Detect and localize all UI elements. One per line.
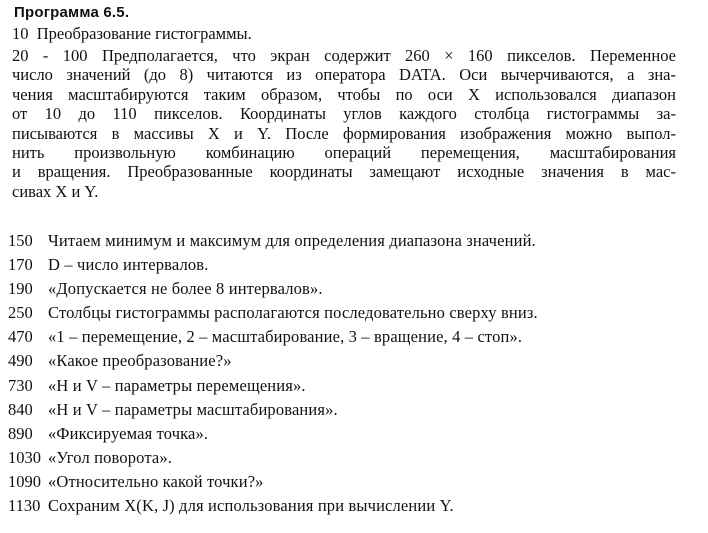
line-number: 470 [8, 327, 33, 347]
paragraph-line: писываются в массивы X и Y. После формирования изображения можно выпол- [12, 123, 676, 143]
line-number: 1090 [8, 471, 41, 491]
line-note: «Допускается не более 8 интервалов». [48, 279, 323, 299]
line-note: «1 – перемещение, 2 – масштабирование, 3 – вращение, 4 – стоп». [48, 327, 523, 347]
line-20-number: 20 - 100 [12, 46, 88, 65]
line-number: 190 [8, 279, 33, 299]
line-number: 1130 [8, 496, 41, 516]
paragraph-line: сивах X и Y. [12, 181, 99, 201]
paragraph-line [12, 46, 676, 65]
list-item [8, 374, 538, 398]
line-note: «Относительно какой точки?» [48, 471, 264, 491]
paragraph-line: чения масштабируются таким образом, чтобы по оси X использовался диапазон [12, 84, 676, 104]
line-note: «H и V – параметры масштабирования». [48, 399, 338, 419]
line-number: 490 [8, 351, 33, 371]
paragraph-line: от 10 до 110 пикселов. Координаты углов каждого столбца гистограммы за- [12, 104, 676, 124]
line-note: «Какое преобразование?» [48, 351, 232, 371]
list-item [8, 301, 538, 325]
list-item [8, 398, 538, 422]
list-item [8, 422, 538, 446]
line-note: Читаем минимум и максимум для определения диапазона значений. [48, 231, 536, 250]
list-item [8, 470, 538, 494]
line-note: «Фиксируемая точка». [48, 423, 209, 443]
line-10 [12, 24, 252, 44]
line-number: 150 [8, 231, 33, 250]
list-item [8, 277, 538, 301]
list-item [8, 253, 538, 277]
line-notes-list [8, 229, 538, 518]
paragraph-line: число значений (до 8) читаются из оператора DATA. Оси вычерчиваются, а зна- [12, 65, 676, 85]
line-note: Столбцы гистограммы располагаются последовательно сверху вниз. [48, 303, 538, 323]
line-number: 170 [8, 255, 33, 275]
line-note: «H и V – параметры перемещения». [48, 375, 306, 395]
list-item [8, 325, 538, 349]
paragraph-line: нить произвольную комбинацию операций перемещения, масштабирования [12, 142, 676, 162]
line-note: Сохраним X(K, J) для использования при вычислении Y. [48, 496, 454, 516]
paragraph-line: и вращения. Преобразованные координаты замещают исходные значения в мас- [12, 162, 676, 182]
line-number: 730 [8, 375, 33, 395]
program-title: Программа 6.5. [14, 4, 130, 21]
list-item [8, 446, 538, 470]
list-item [8, 494, 538, 518]
line-number: 1030 [8, 447, 41, 467]
paragraph-line-text: Предполагается, что экран содержит 260 × 160 пикселов. Переменное [101, 46, 676, 65]
list-item [8, 349, 538, 373]
line-note: D – число интервалов. [48, 255, 209, 275]
line-10-text: Преобразование гистограммы. [36, 24, 252, 43]
list-item [8, 229, 538, 253]
line-20-paragraph [12, 46, 676, 201]
line-10-number: 10 [12, 24, 29, 43]
line-number: 840 [8, 399, 33, 419]
line-note: «Угол поворота». [48, 447, 173, 467]
line-number: 250 [8, 303, 33, 323]
line-number: 890 [8, 423, 33, 443]
